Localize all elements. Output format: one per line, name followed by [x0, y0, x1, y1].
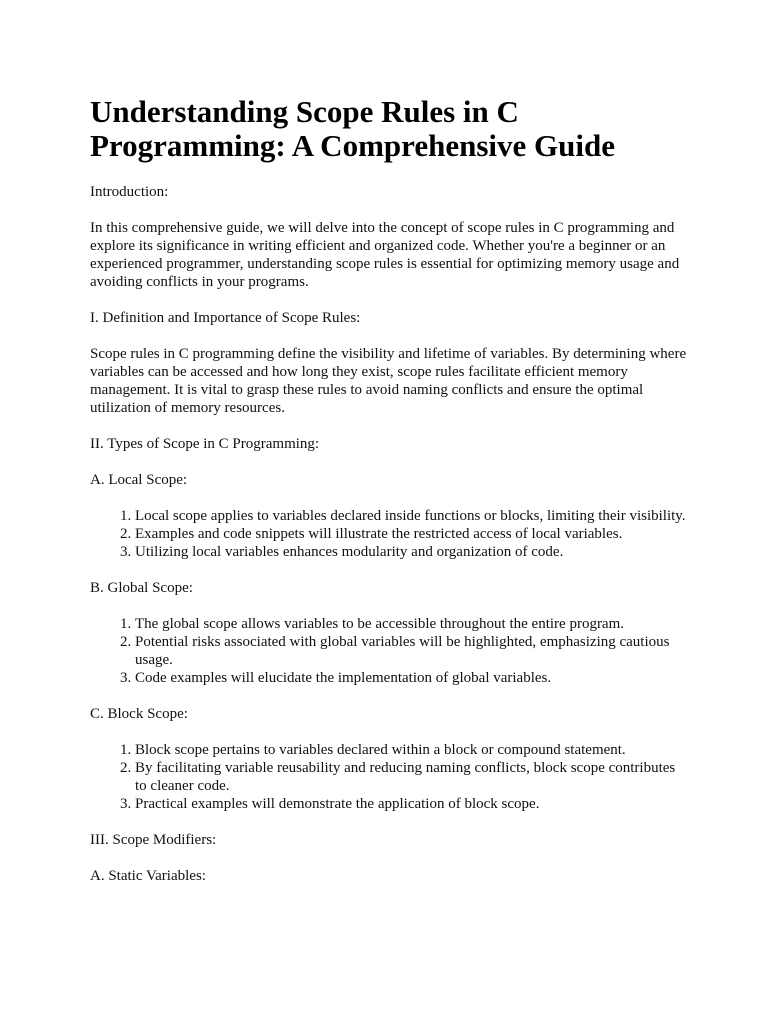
- list-item: 1. Local scope applies to variables declared inside functions or blocks, limiting their visibility.: [135, 507, 690, 525]
- list-item: 3. Practical examples will demonstrate the application of block scope.: [135, 795, 690, 813]
- list-item: 1. Block scope pertains to variables declared within a block or compound statement.: [135, 741, 690, 759]
- list-item: 3. Code examples will elucidate the implementation of global variables.: [135, 669, 690, 687]
- intro-paragraph: In this comprehensive guide, we will delve into the concept of scope rules in C programming and explore its significance in writing efficient and organized code. Whether you're a beginner or an experienced programmer, understanding scope rules is essential for optimizing memory usage and avoiding conflicts in your programs.: [90, 220, 680, 290]
- local-scope-list: [90, 507, 690, 561]
- global-scope-list: [90, 615, 690, 687]
- local-scope-heading: A. Local Scope:: [90, 472, 188, 488]
- section-1-heading: I. Definition and Importance of Scope Rules:: [90, 310, 361, 326]
- intro-heading: Introduction:: [90, 184, 169, 200]
- global-scope-heading: B. Global Scope:: [90, 580, 193, 596]
- list-item: 3. Utilizing local variables enhances modularity and organization of code.: [135, 543, 690, 561]
- section-2-heading: II. Types of Scope in C Programming:: [90, 436, 320, 452]
- section-3-heading: III. Scope Modifiers:: [90, 832, 217, 848]
- static-variables-heading: A. Static Variables:: [90, 868, 206, 884]
- block-scope-list: [90, 741, 690, 813]
- list-item: 1. The global scope allows variables to be accessible throughout the entire program.: [135, 615, 690, 633]
- section-1-paragraph: Scope rules in C programming define the visibility and lifetime of variables. By determining where variables can be accessed and how long they exist, scope rules facilitate efficient memory management. It is vital to grasp these rules to avoid naming conflicts and ensure the optimal utilization of memory resources.: [90, 346, 687, 416]
- block-scope-heading: C. Block Scope:: [90, 706, 188, 722]
- document-content: [90, 95, 690, 903]
- list-item: 2. Examples and code snippets will illustrate the restricted access of local variables.: [135, 525, 690, 543]
- list-item: 2. By facilitating variable reusability and reducing naming conflicts, block scope contributes to cleaner code.: [135, 759, 690, 795]
- document-title: Understanding Scope Rules in C Programming: A Comprehensive Guide: [90, 94, 615, 163]
- list-item: 2. Potential risks associated with global variables will be highlighted, emphasizing cautious usage.: [135, 633, 690, 669]
